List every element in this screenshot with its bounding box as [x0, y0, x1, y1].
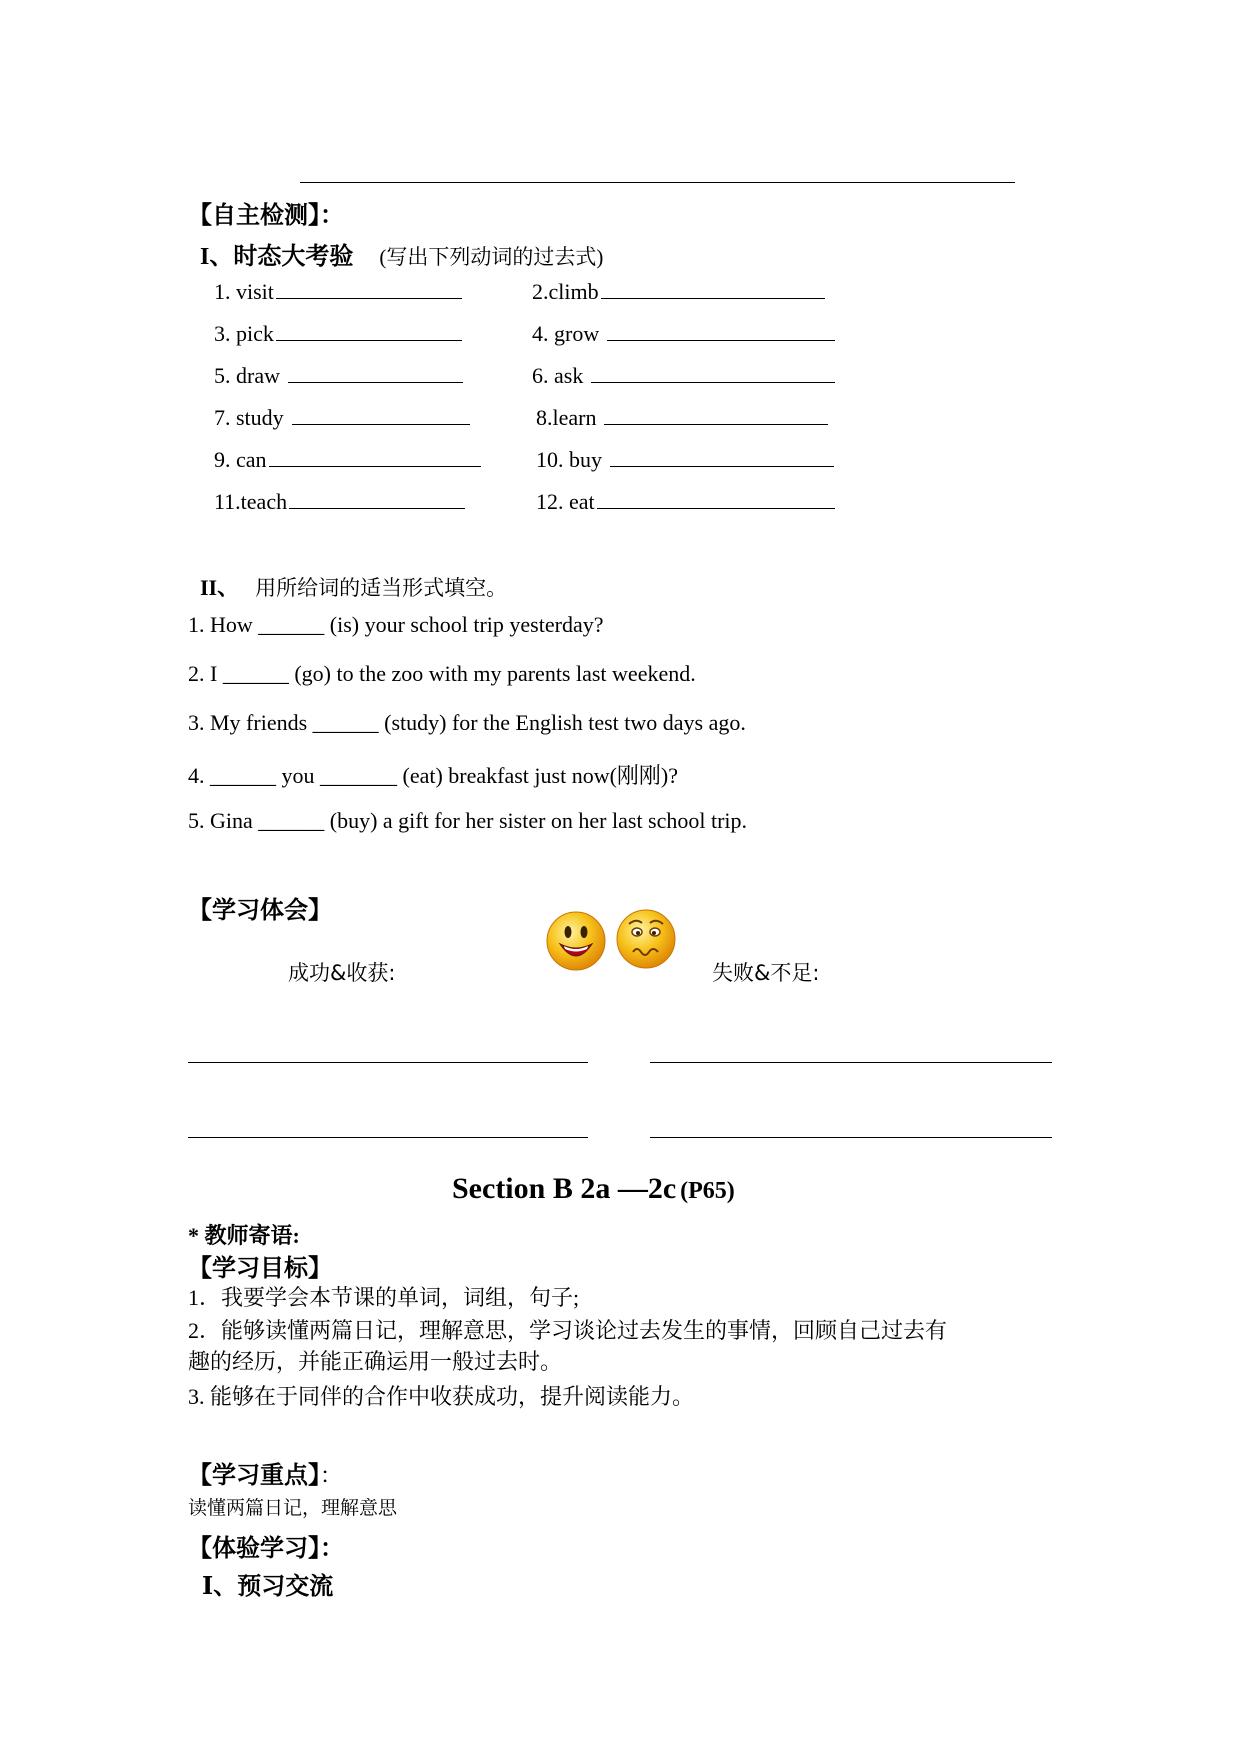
success-label: 成功&收获: [288, 961, 396, 985]
fill-sentence: 2. I ______ (go) to the zoo with my parents last weekend. [188, 661, 696, 686]
verb-item: 3. pick [214, 320, 462, 347]
verb-item: 6. ask [532, 362, 835, 389]
verb-item: 7. study [214, 404, 470, 431]
top-rule [300, 182, 1015, 183]
part1-title: I、时态大考验 [200, 244, 354, 270]
focus-heading-row [188, 1455, 342, 1490]
goal-line: 趣的经历，并能正确运用一般过去时。 [188, 1349, 563, 1374]
part1-title-row [200, 236, 603, 271]
experience-heading: 【体验学习】： [188, 1536, 344, 1562]
verb-item: 4. grow [532, 320, 835, 347]
verb-item: 10. buy [536, 446, 834, 473]
verb-item: 8.learn [536, 404, 828, 431]
part2-title: II、 [200, 575, 240, 600]
focus-text: 读懂两篇日记，理解意思 [188, 1497, 398, 1519]
section-title [452, 1172, 735, 1206]
verb-item: 11.teach [214, 488, 465, 515]
fill-sentence: 4. ______ you _______ (eat) breakfast just now(刚刚)? [188, 763, 679, 788]
verb-item: 9. can [214, 446, 481, 473]
part1-note: (写出下列动词的过去式) [379, 245, 604, 269]
fill-sentence: 1. How ______ (is) your school trip yesterday? [188, 612, 604, 637]
preview-heading: Ⅰ、预习交流 [202, 1574, 334, 1600]
section-title-page: (P65) [680, 1178, 735, 1204]
reflection-line [188, 1137, 588, 1138]
teacher-note: * 教师寄语: [188, 1223, 300, 1248]
verb-item: 2.climb [532, 278, 825, 305]
reflection-line [650, 1137, 1052, 1138]
failure-label: 失败&不足: [712, 961, 820, 985]
happy-face-icon [545, 910, 607, 972]
verb-item: 12. eat [536, 488, 835, 515]
reflection-heading: 【学习体会】 [188, 898, 332, 924]
fill-sentence: 5. Gina ______ (buy) a gift for her sister on her last school trip. [188, 808, 748, 833]
goal-line: 3. 能够在于同伴的合作中收获成功，提升阅读能力。 [188, 1384, 695, 1409]
reflection-line [188, 1062, 588, 1063]
goal-line: 1．我要学会本节课的单词，词组，句子; [188, 1285, 580, 1310]
verb-item: 1. visit [214, 278, 462, 305]
verb-item: 5. draw [214, 362, 463, 389]
focus-heading: 【学习重点】 [188, 1463, 320, 1489]
worried-face-icon [615, 908, 677, 970]
focus-colon: ： [320, 1463, 343, 1488]
goals-heading: 【学习目标】 [188, 1256, 332, 1282]
goal-line: 2．能够读懂两篇日记，理解意思，学习谈论过去发生的事情，回顾自己过去有 [188, 1318, 948, 1343]
reflection-line [650, 1062, 1052, 1063]
fill-sentence: 3. My friends ______ (study) for the English test two days ago. [188, 710, 746, 735]
part2-instruction: 用所给词的适当形式填空。 [255, 576, 508, 600]
self-test-heading: 【自主检测】： [188, 203, 344, 229]
section-title-main: Section B 2a —2c [452, 1172, 677, 1205]
part2-title-row [200, 571, 507, 602]
